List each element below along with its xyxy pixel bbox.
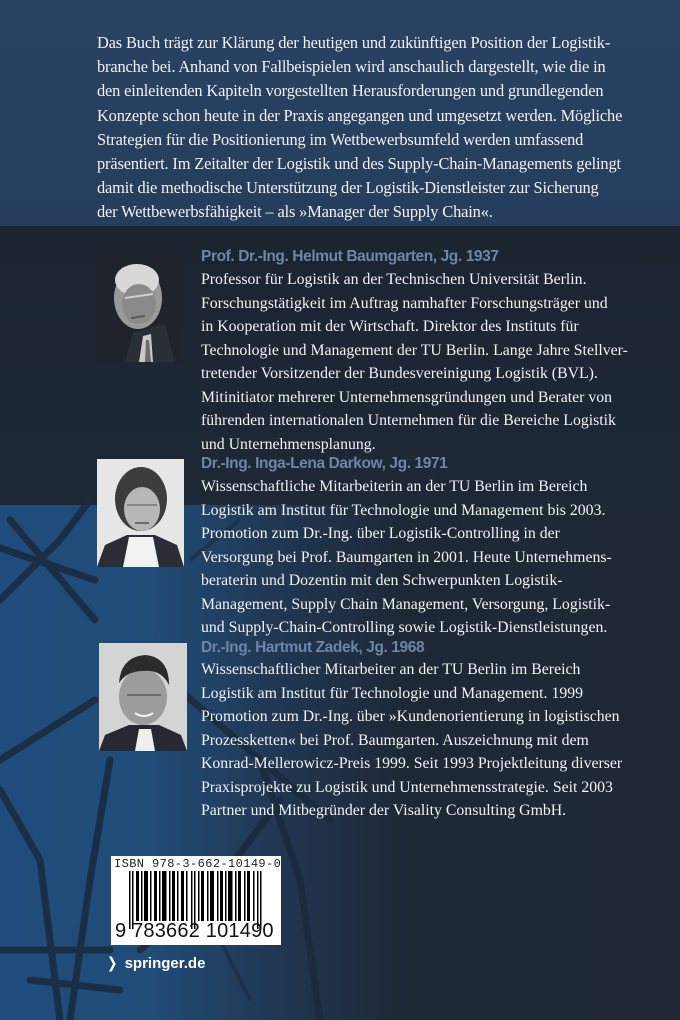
author-heading-baumgarten: Prof. Dr.-Ing. Helmut Baumgarten, Jg. 1937 [201, 248, 499, 265]
bio-line: und Supply-Chain-Controlling sowie Logistik-Dienstleistungen. [201, 619, 608, 636]
portrait-photo-icon [99, 643, 187, 751]
book-description [97, 31, 637, 225]
bio-line: Technologie und Management der TU Berlin. Lange Jahre Stellver- [201, 341, 628, 359]
bio-line: Wissenschaftlicher Mitarbeiter an der TU Berlin im Bereich [201, 661, 581, 678]
bio-line: Management, Supply Chain Management, Versorgung, Logistik- [201, 595, 611, 613]
bio-line: tretender Vorsitzender der Bundesvereinigung Logistik (BVL). [201, 365, 598, 382]
publisher-url: springer.de [124, 954, 206, 972]
description-line: der Wettbewerbsfähigkeit – als »Manager der Supply Chain«. [97, 202, 493, 222]
author-photo-darkow [97, 459, 184, 567]
bio-line: führenden internationalen Unternehmen für die Bereiche Logistik [201, 412, 616, 429]
description-line: damit die methodische Unterstützung der Logistik-Dienstleister zur Sicherung [97, 178, 599, 198]
description-line: Konzepte schon heute in der Praxis angegangen und umgesetzt werden. Mögliche [97, 105, 623, 125]
bio-line: und Unternehmensplanung. [201, 435, 376, 453]
bio-line: Wissenschaftliche Mitarbeiterin an der TU Berlin im Bereich [201, 478, 588, 495]
bio-line: Konrad-Mellerowicz-Preis 1999. Seit 1993 Projektleitung diverser [201, 755, 623, 772]
description-line: branche bei. Anhand von Fallbeispielen wird anschaulich dargestellt, wie die in [97, 57, 606, 77]
bio-line: Praxisprojekte zu Logistik und Unternehmensstrategie. Seit 2003 [201, 778, 613, 796]
bio-line: in Kooperation mit der Wirtschaft. Direktor des Instituts für [201, 318, 579, 335]
description-line: den einleitenden Kapiteln vorgestellten Herausforderungen und grundlegenden [97, 81, 604, 101]
bio-line: Mitinitiator mehrerer Unternehmensgründungen und Berater von [201, 388, 613, 406]
portrait-photo-icon [97, 459, 184, 567]
bio-line: Prozessketten« bei Prof. Baumgarten. Auszeichnung mit dem [201, 731, 589, 749]
barcode-digits: 9 783662 101490 [115, 920, 274, 942]
isbn-barcode [111, 856, 281, 945]
author-heading-darkow: Dr.-Ing. Inga-Lena Darkow, Jg. 1971 [201, 455, 448, 472]
author-photo-baumgarten [95, 252, 183, 362]
description-line: präsentiert. Im Zeitalter der Logistik und des Supply-Chain-Managements gelingt [97, 154, 621, 174]
bio-line: Logistik am Institut für Technologie und Management bis 2003. [201, 501, 606, 519]
isbn-label: ISBN 978-3-662-10149-0 [114, 857, 282, 871]
author-bio-zadek [201, 658, 671, 823]
author-bio-baumgarten [201, 268, 671, 456]
bio-line: beraterin und Dozentin mit den Schwerpunkten Logistik- [201, 572, 563, 589]
author-bio-darkow [201, 475, 671, 640]
author-photo-zadek [99, 643, 187, 751]
chevron-right-icon: ❯ [107, 955, 118, 972]
description-line: Das Buch trägt zur Klärung der heutigen und zukünftigen Position der Logistik- [97, 33, 611, 52]
bio-line: Promotion zum Dr.-Ing. über Logistik-Controlling in der [201, 525, 560, 542]
bio-line: Professor für Logistik an der Technischen Universität Berlin. [201, 271, 587, 288]
bio-line: Partner und Mitbegründer der Visality Consulting GmbH. [201, 802, 567, 819]
bio-line: Promotion zum Dr.-Ing. über »Kundenorientierung in logistischen [201, 708, 620, 725]
publisher-link[interactable] [106, 954, 205, 972]
bio-line: Versorgung bei Prof. Baumgarten in 2001. Heute Unternehmens- [201, 548, 612, 566]
portrait-photo-icon [95, 252, 183, 362]
description-line: Strategien für die Positionierung im Wettbewerbsumfeld werden umfassend [97, 129, 584, 149]
bio-line: Forschungstätigkeit im Auftrag namhafter Forschungsträger und [201, 294, 608, 312]
bio-line: Logistik am Institut für Technologie und Management. 1999 [201, 684, 584, 702]
author-heading-zadek: Dr.-Ing. Hartmut Zadek, Jg. 1968 [201, 639, 425, 656]
